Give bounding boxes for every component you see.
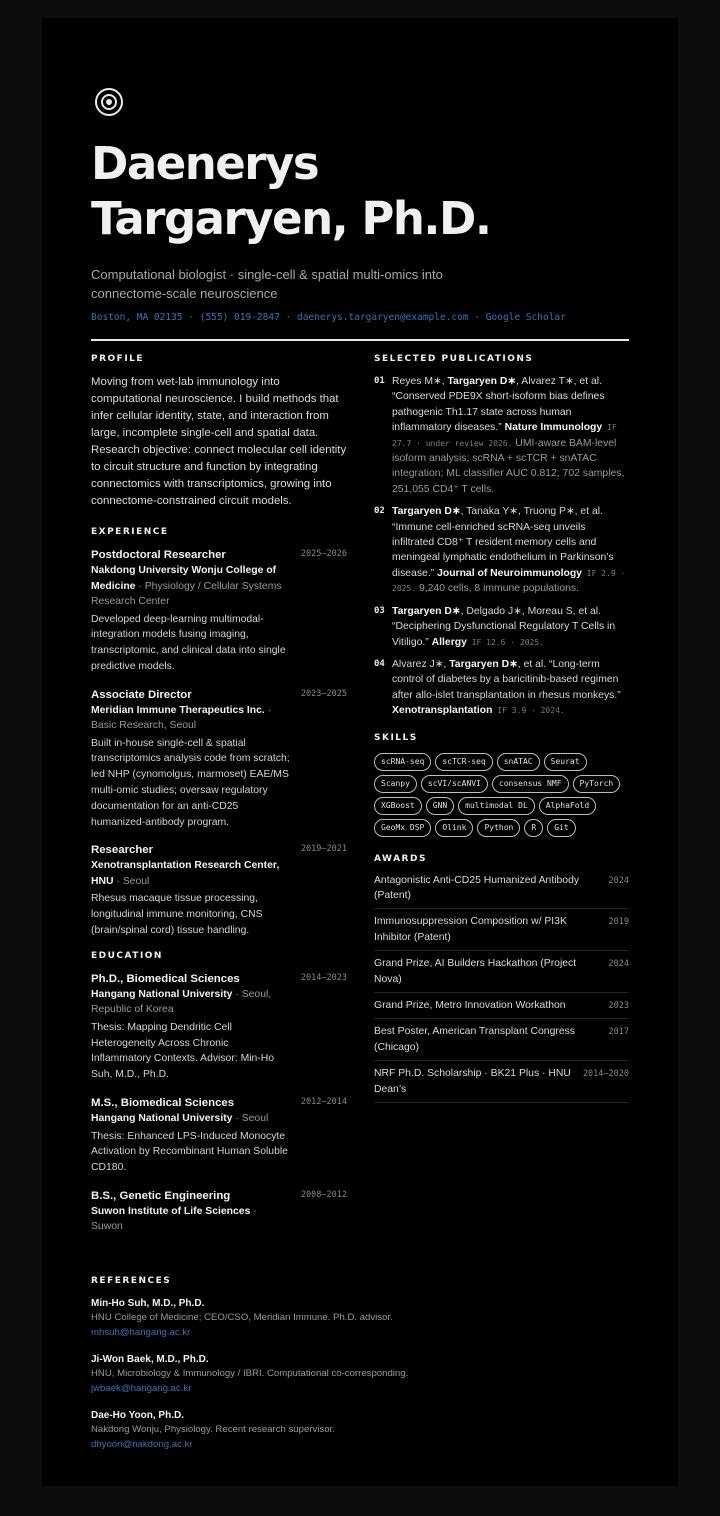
publication-notes: 9,240 cells, 8 immune populations. <box>416 583 579 595</box>
entry-dates: 2008–2012 <box>300 1189 347 1200</box>
experience-entry <box>91 842 347 938</box>
skill-chip: consensus NMF <box>492 775 569 793</box>
entry-org <box>91 858 291 889</box>
contact-line <box>91 312 629 323</box>
entry-role: M.S., Biomedical Sciences <box>91 1097 235 1110</box>
left-column <box>91 354 347 1247</box>
awards-list <box>374 868 629 1103</box>
award-year: 2023 <box>608 1000 629 1011</box>
entry-location: · Physiology / Cellular Systems Research Center <box>91 580 282 607</box>
publication-notes: UMI-aware BAM-level isoform analysis; scRNA + scTCR + snATAC integration; ML classifier AUC 0.812; 702 samples, 251,055 CD4⁺ T cells. <box>392 437 625 495</box>
header-divider <box>91 339 629 341</box>
skill-chip: GeoMx DSP <box>374 819 431 837</box>
reference-email-link[interactable]: mhsuh@hangang.ac.kr <box>91 1326 191 1338</box>
location: Boston, MA 02135 <box>91 312 183 323</box>
skill-chip: GNN <box>426 797 454 815</box>
publication-item <box>374 604 629 650</box>
award-title: Grand Prize, Metro Innovation Workathon <box>374 999 566 1011</box>
publication-journal: Allergy <box>431 636 467 648</box>
award-item <box>374 1061 629 1103</box>
reference-description: Nakdong Wonju, Physiology. Recent research supervisor. <box>91 1424 335 1435</box>
reference-name: Dae-Ho Yoon, Ph.D. <box>91 1410 184 1421</box>
skill-chip: Olink <box>435 819 473 837</box>
education-entry <box>91 971 347 1083</box>
publication-number: 02 <box>374 506 385 517</box>
skill-chip: Git <box>547 819 575 837</box>
publication-impact: IF 3.9 · 2024. <box>492 706 565 716</box>
separator: · <box>285 312 292 323</box>
reference-item <box>91 1408 629 1452</box>
publication-journal: Xenotransplantation <box>392 705 493 717</box>
publication-journal: Journal of Neuroimmunology <box>437 567 582 579</box>
award-item <box>374 1019 629 1061</box>
skills-list <box>374 753 629 837</box>
award-title: NRF Ph.D. Scholarship · BK21 Plus · HNU Dean’s <box>374 1068 571 1095</box>
education-entry <box>91 1095 347 1176</box>
references-list <box>91 1296 629 1452</box>
publication-authors-pre: Reyes M∗, <box>392 376 448 387</box>
entry-org-name: Nakdong University Wonju College of Medicine <box>91 565 277 592</box>
reference-email-link[interactable]: jwbaek@hangang.ac.kr <box>91 1382 192 1394</box>
entry-org-name: Hangang National University <box>91 988 233 1000</box>
publication-self-author: Targaryen D∗ <box>392 506 461 518</box>
publication-self-author: Targaryen D∗ <box>447 376 517 387</box>
publication-authors-pre: Alvarez J∗, <box>392 658 450 670</box>
entry-description: Rhesus macaque tissue processing, longitudinal immune monitoring, CNS (brain/spinal cord) tissue handling. <box>91 893 263 937</box>
entry-dates: 2014–2023 <box>300 972 347 983</box>
entry-org <box>91 987 291 1018</box>
publication-impact: IF 27.7 · under review 2026. <box>392 423 617 448</box>
skill-chip: R <box>524 819 543 837</box>
skill-chip: Seurat <box>544 753 587 771</box>
google-scholar-link[interactable]: Google Scholar <box>485 312 566 323</box>
entry-role: Researcher <box>91 844 154 857</box>
entry-dates: 2023–2025 <box>300 688 347 699</box>
entry-role: B.S., Genetic Engineering <box>91 1189 231 1202</box>
awards-title: AWARDS <box>374 853 427 864</box>
profile-text: Moving from wet-lab immunology into computational neuroscience. I build methods that infer cellular identity, state, and interaction from large, incomplete single-cell and spatial data. Research objective: connect molecular cell identity to circuit structure and function by integrating connectomics with transcriptomics, growing into connectome-constrained circuit models. <box>91 376 347 507</box>
award-year: 2024 <box>608 875 629 886</box>
skill-chip: Python <box>477 819 520 837</box>
publication-item <box>374 374 629 497</box>
skill-chip: Scanpy <box>374 775 417 793</box>
award-year: 2019 <box>608 917 629 928</box>
publication-number: 03 <box>374 605 385 616</box>
references-title: REFERENCES <box>91 1276 172 1286</box>
education-list <box>91 971 347 1235</box>
publication-self-author: Targaryen D∗ <box>392 605 461 617</box>
publication-citation: , Alvarez T∗, et al. “Conserved PDE9X short-isoform bias defines pathogenic Th1.17 state across human inflammatory diseases.” <box>392 376 605 434</box>
award-title: Immunosuppression Composition w/ PI3K Inhibitor (Patent) <box>374 916 567 943</box>
publication-citation: , Delgado J∗, Moreau S, et al. “Deciphering Dysfunctional Regulatory T Cells in Vitiligo.” <box>392 605 616 648</box>
entry-org-name: Xenotransplantation Research Center, HNU <box>91 860 280 887</box>
entry-org-name: Suwon Institute of Life Sciences <box>91 1205 251 1217</box>
reference-item <box>91 1352 629 1396</box>
name-line-1: Daenerys <box>91 137 319 190</box>
entry-description: Developed deep-learning multimodal-integration models fusing imaging, transcriptomic, and clinical data into single predictive models. <box>91 613 286 672</box>
entry-role: Ph.D., Biomedical Sciences <box>91 972 240 985</box>
award-title: Antagonistic Anti-CD25 Humanized Antibody (Patent) <box>374 874 580 901</box>
name-heading <box>91 136 629 246</box>
reference-name: Ji-Won Baek, M.D., Ph.D. <box>91 1354 209 1365</box>
award-year: 2017 <box>608 1027 629 1038</box>
entry-org <box>91 563 291 610</box>
award-item <box>374 868 629 910</box>
entry-location: · Seoul <box>113 875 150 887</box>
publication-number: 01 <box>374 376 385 386</box>
entry-dates: 2019–2021 <box>300 844 347 855</box>
entry-dates: 2012–2014 <box>300 1097 347 1108</box>
reference-name: Min-Ho Suh, M.D., Ph.D. <box>91 1298 205 1309</box>
entry-description: Thesis: Mapping Dendritic Cell Heterogeneity Across Chronic Inflammatory Contexts. Advisor: Min-Ho Suh, M.D., Ph.D. <box>91 1021 275 1081</box>
profile-title: PROFILE <box>91 354 145 364</box>
award-item <box>374 951 629 993</box>
publication-journal: Nature Immunology <box>504 422 603 434</box>
education-title: EDUCATION <box>91 950 163 961</box>
award-title: Best Poster, American Transplant Congress (Chicago) <box>374 1026 575 1053</box>
reference-description: HNU College of Medicine; CEO/CSO, Meridian Immune. Ph.D. advisor. <box>91 1312 393 1323</box>
entry-location: · Seoul, Republic of Korea <box>91 988 272 1016</box>
skills-title: SKILLS <box>374 732 418 743</box>
publication-item <box>374 504 629 596</box>
entry-dates: 2025–2026 <box>300 549 347 559</box>
right-column <box>374 354 629 1103</box>
experience-entry <box>91 687 347 831</box>
publication-citation: , Tanaka Y∗, Truong P∗, et al. “Immune cell-enriched scRNA-seq unveils infiltrated CD8⁺ T resident memory cells and meningeal lymphatic endothelium in Parkinson’s disease.” <box>392 506 614 579</box>
entry-org-name: Meridian Immune Therapeutics Inc. <box>91 704 265 716</box>
reference-email-link[interactable]: dhyoon@nakdong.ac.kr <box>91 1438 193 1450</box>
publication-item <box>374 657 629 719</box>
entry-role: Associate Director <box>91 688 192 701</box>
entry-description: Built in-house single-cell & spatial transcriptomics analysis code from scratch; led NHP (cynomolgus, marmoset) EAE/MS multi-omic studies; oversaw regulatory documentation for an anti-CD25 humanized-antibody program. <box>91 737 290 828</box>
publication-citation: , et al. “Long-term control of diabetes by a baricitinib-based regimen after allo-islet transplantation in rhesus monkeys.” <box>392 658 621 701</box>
experience-entry <box>91 547 347 675</box>
separator: · <box>474 312 481 323</box>
award-item <box>374 993 629 1019</box>
publication-impact: IF 2.9 · 2025. <box>392 568 626 594</box>
phone-link[interactable]: (555) 019-2847 <box>199 312 280 323</box>
publications-title: SELECTED PUBLICATIONS <box>374 354 534 364</box>
entry-location: · Suwon <box>91 1205 257 1233</box>
publication-number: 04 <box>374 658 385 669</box>
award-title: Grand Prize, AI Builders Hackathon (Project Nova) <box>374 958 577 985</box>
skill-chip: snATAC <box>497 753 540 771</box>
entry-description: Thesis: Enhanced LPS-Induced Monocyte Activation by Recombinant Human Soluble CD180. <box>91 1130 288 1174</box>
target-logo-icon <box>95 88 123 116</box>
entry-org-name: Hangang National University <box>91 1113 233 1125</box>
email-link[interactable]: daenerys.targaryen@example.com <box>297 312 469 323</box>
skill-chip: PyTorch <box>573 775 621 793</box>
experience-title: EXPERIENCE <box>91 527 169 537</box>
entry-org <box>91 1111 291 1127</box>
experience-list <box>91 547 347 939</box>
entry-org <box>91 703 291 734</box>
references-section <box>91 1276 629 1464</box>
separator: · <box>188 312 194 323</box>
skill-chip: scVI/scANVI <box>421 775 488 793</box>
reference-item <box>91 1296 629 1340</box>
award-item <box>374 909 629 951</box>
publications-list <box>374 374 629 719</box>
education-entry <box>91 1188 347 1235</box>
entry-location: · Seoul <box>232 1113 269 1125</box>
entry-location: · Basic Research, Seoul <box>91 704 272 732</box>
reference-description: HNU, Microbiology & Immunology / IBRI. Computational co-corresponding. <box>91 1368 409 1379</box>
award-year: 2014–2020 <box>582 1069 629 1080</box>
entry-org <box>91 1204 291 1235</box>
award-year: 2024 <box>608 959 629 970</box>
resume-page <box>42 18 678 1486</box>
skill-chip: scRNA-seq <box>374 753 431 771</box>
tagline: Computational biologist · single-cell & spatial multi-omics into connectome-scale neuroscience <box>91 267 443 301</box>
skill-chip: XGBoost <box>374 797 422 815</box>
skill-chip: scTCR-seq <box>435 753 492 771</box>
publication-impact: IF 12.6 · 2025. <box>466 637 544 647</box>
skill-chip: AlphaFold <box>539 797 596 815</box>
name-line-2: Targaryen, Ph.D. <box>91 192 491 245</box>
publication-self-author: Targaryen D∗ <box>449 658 518 670</box>
entry-role: Postdoctoral Researcher <box>91 549 226 561</box>
skill-chip: multimodal DL <box>458 797 535 815</box>
